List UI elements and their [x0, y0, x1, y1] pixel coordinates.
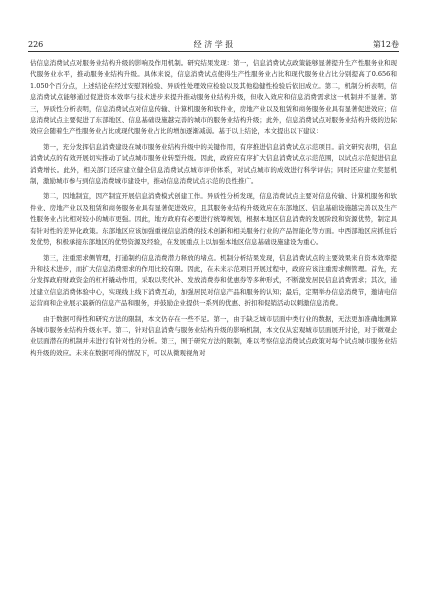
paragraph-suggestion-2: 第二，因地制宜，因产制宜开展信息消费模式创建工作。异质性分析发现，信息消费试点主要对信息传输、计算机服务和软件业、房地产业以及租赁和商务服务业具有显著促进效应，且其服务业结构升级效应在东部地区、信息基础设施越完善以及生产性服务业占比相对较小的城市更强。因此，地方政府有必要进行统筹规划，根据本地区信息消费的发展阶段和资源优势，制定具有针对性的差异化政策。东部地区应该加强重视信息消费的技术创新和相关服务行业的产品智能化等方面。中西部地区应抓住后发优势，积极承接东部地区的优势资源及经验，在发展重点上以加强本地区信息基础设施建设为重心。	[30, 192, 397, 247]
paragraph-limitations: 由于数据可得性和研究方法的限制，本文仍存在一些不足。第一，由于缺乏城市层面中类行业的数据，无法更加准确地测算各城市服务业结构升级水平。第二，针对信息消费与服务业结构升级的影响机制，本文仅从宏观城市层面展开讨论，对于微观企业层面潜在的机制并未进行有针对性的分析。第三，囿于研究方法的限制，难以考察信息消费试点政策对每个试点城市服务业结构升级的效应。未来在数据可得的情况下，可以从微观视角对	[30, 314, 397, 357]
paragraph-suggestion-3: 第三，注重需求侧管理，打通制约信息消费潜力释放的堵点。机制分析结果发现，信息消费试点的主要效果来自资本效率提升和技术进步，而扩大信息消费需求的作用比较有限。因此，在未来示范项目开展过程中，政府应该注重需求侧管理。首先，充分发挥政府财政资金的杠杆撬动作用，采取以奖代补、发放消费券和优惠券等多种形式，不断激发居民信息消费需求；其次，通过建立信息消费体验中心，实现线上线下消费互动，加强居民对信息产品和服务的认知；最后，定期举办信息消费节，邀请电信运营商和企业展示最新的信息产品和服务，并鼓励企业提供一系列的优惠、折扣和促销活动以刺激信息消费。	[30, 253, 397, 308]
page-header	[28, 36, 399, 50]
header-rule	[28, 51, 399, 52]
paragraph-suggestion-1: 第一，充分发挥信息消费建设在城市服务业结构升级中的关键作用，有序推进信息消费试点示范项目。前文研究表明，信息消费试点的有效开展切实推动了试点城市服务业转型升级。因此，政府应有序扩大信息消费试点示范范围，以试点示范促进信息消费增长。此外，相关部门还应建立健全信息消费试点城市评价体系，对试点城市的成效进行科学评估；同时还应建立奖惩机制，激励城市参与到信息消费城市建设中，推动信息消费试点示范的良性推广。	[30, 142, 397, 186]
journal-title: 经 济 学 报	[193, 40, 234, 49]
volume-label: 第12卷	[372, 40, 399, 49]
paragraph-conclusion: 估信息消费试点对服务业结构升级的影响及作用机制。研究结果发现：第一，信息消费试点政策能够显著提升生产性服务业和现代服务业水平，推动服务业结构升级。具体来说，信息消费试点使得生产性服务业占比和现代服务业占比分别提高了0.656和1.050个百分点，上述结论在经过安慰剂检验、异质性处理效应检验以及其他稳健性检验后依旧成立。第二，机制分析表明，信息消费试点能够通过促进资本效率与技术进步来提升推动服务业结构升级，但收入效应和信息消费需求这一机制并不显著。第三，异质性分析表明，信息消费试点对信息传输、计算机服务和软件业，房地产业以及租赁和商务服务业具有显著促进效应；信息消费试点主要促进了东部地区、信息基础设施越完善的城市的服务业结构升级；此外，信息消费试点对服务业结构升级的边际效应会随着生产性服务业占比或现代服务业占比的增加逐渐减弱。基于以上结论，本文提出以下建议：	[30, 59, 397, 136]
article-body	[30, 58, 397, 363]
page-number: 226	[28, 40, 44, 49]
